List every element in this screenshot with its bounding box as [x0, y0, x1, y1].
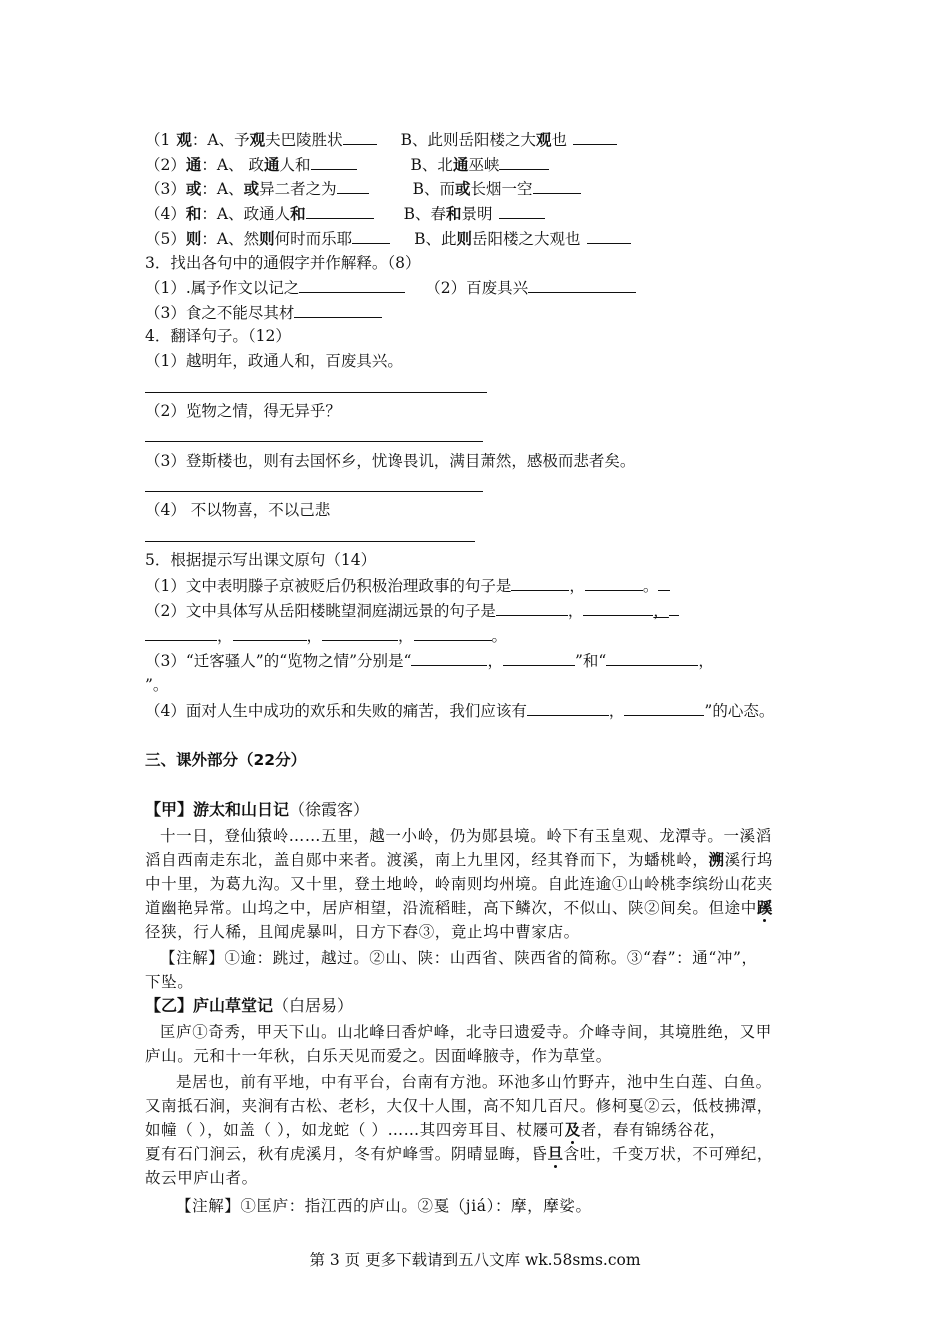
section-3-heading: 三、课外部分（22分） — [145, 751, 307, 769]
answer-blank[interactable] — [533, 178, 581, 194]
q5-item-2 — [145, 600, 679, 621]
jia-line-2-text: 滔自西南走东北，盖自郧中来者。渡溪，南上九里冈，经其脊而下，为蟠桃岭， — [145, 851, 709, 869]
option-b-rest: 巫峡 — [468, 156, 500, 174]
answer-blank[interactable] — [624, 700, 704, 716]
answer-blank[interactable] — [583, 600, 653, 616]
option-b-text: B、春 — [403, 205, 446, 223]
q2-row-1 — [145, 129, 617, 150]
comma: ， — [567, 602, 584, 620]
option-b-rest: 岳阳楼之大观也 — [472, 230, 581, 248]
answer-blank[interactable] — [322, 625, 398, 641]
item-number: （2） — [145, 156, 186, 174]
q5-item-4-text: （4）面对人生中成功的欢乐和失败的痛苦，我们应该有 — [145, 702, 527, 720]
comma: ， — [569, 577, 585, 595]
answer-blank[interactable] — [527, 700, 609, 716]
q2-row-3 — [145, 178, 581, 199]
key-word: 或 — [185, 179, 202, 198]
answer-blank[interactable] — [233, 625, 307, 641]
key-word: 观 — [176, 130, 192, 149]
q3-row-2 — [145, 302, 382, 323]
comma: ， — [487, 652, 503, 670]
q4-item-1: （1）越明年，政通人和，百废具兴。 — [145, 352, 403, 370]
jia-line-1: 十一日，登仙猿岭……五里，越一小岭，仍为郧县境。岭下有玉皇观、龙潭寺。一溪滔 — [160, 827, 772, 845]
jia-line-4 — [145, 896, 773, 920]
answer-blank[interactable] — [499, 154, 549, 170]
yi-line-6-text: 夏有石门涧云，秋有虎溪月，冬有炉峰雪。阴晴显晦，昏 — [145, 1145, 548, 1163]
yi-line-3: 是居也，前有平地，中有平台，台南有方池。环池多山竹野卉，池中生白莲、白鱼。 — [176, 1073, 772, 1091]
section-title — [145, 750, 306, 770]
bold-char: 溯 — [708, 850, 725, 869]
answer-blank[interactable] — [528, 277, 636, 293]
jia-note-2: 下坠。 — [145, 973, 194, 991]
comma: ， — [608, 702, 625, 720]
answer-blank[interactable] — [294, 302, 382, 318]
answer-blank[interactable] — [352, 228, 390, 244]
yi-line-5-text: 如幢（ ），如盖（ ），如龙蛇（ ）……其四旁耳目、杖屦可 — [145, 1121, 565, 1139]
q3-title: 3．找出各句中的通假字并作解释。（8） — [145, 254, 421, 272]
option-a-key: 通 — [264, 155, 280, 174]
q3-row-1 — [145, 277, 636, 298]
q4-title: 4．翻译句子。（12） — [145, 327, 291, 345]
q2-row-2 — [145, 154, 549, 175]
answer-line[interactable] — [145, 541, 475, 542]
q3-item-2: （2）百废具兴 — [425, 279, 529, 297]
option-a-key: 观 — [249, 130, 266, 149]
item-number: （3） — [145, 180, 186, 198]
option-a-key: 或 — [243, 179, 260, 198]
jia-line-4-text: 道幽艳异常。山坞之中，居庐相望，沿流稻畦，高下鳞次，不似山、陕②间矣。但途中 — [145, 899, 757, 917]
key-word: 则 — [185, 229, 202, 248]
comma: ， — [217, 627, 233, 645]
option-b-text: B、而 — [412, 180, 456, 198]
q5-item-4 — [145, 700, 774, 721]
item-number: （1 — [145, 131, 171, 149]
q2-row-4 — [145, 203, 545, 224]
passage-jia-author: （徐霞客） — [289, 800, 370, 819]
answer-blank[interactable] — [503, 650, 575, 666]
yi-line-4: 又南抵石涧，夹涧有古松、老杉，大仅十人围，高不知几百尺。修柯戛②云，低枝拂潭， — [145, 1097, 773, 1115]
answer-blank[interactable] — [606, 650, 698, 666]
q5-item-3-text: （3）“迁客骚人”的“览物之情”分别是“ — [145, 652, 412, 670]
passage-yi-author: （白居易） — [273, 996, 354, 1015]
option-a-rest: 夫巴陵胜状 — [265, 131, 343, 149]
item-number: （5） — [145, 230, 186, 248]
passage-jia-heading — [145, 800, 369, 820]
jia-line-3: 中十里，为葛九沟。又十里，登土地岭，岭南则均州境。自此连逾①山岭桃李缤纷山花夹 — [145, 875, 773, 893]
passage-jia-title: 【甲】游太和山日记 — [145, 800, 290, 819]
answer-line[interactable] — [145, 392, 487, 393]
q5-item-2-cont — [145, 625, 507, 646]
answer-blank[interactable] — [414, 625, 492, 641]
yi-line-7: 故云甲庐山者。 — [145, 1169, 258, 1187]
dotted-char: 旦 — [547, 1144, 564, 1163]
passage-yi-heading — [145, 996, 353, 1016]
q5-item-3 — [145, 650, 714, 671]
option-a-rest: 何时而乐耶 — [274, 230, 353, 248]
q5-item-1-text: （1）文中表明滕子京被贬后仍积极治理政事的句子是 — [145, 577, 512, 595]
answer-blank[interactable] — [499, 203, 545, 219]
yi-line-6 — [145, 1142, 773, 1166]
answer-blank[interactable] — [585, 575, 643, 591]
option-b-text: B、北 — [410, 156, 453, 174]
option-b-text: B、此 — [414, 230, 457, 248]
page-footer: 第 3 页 更多下载请到五八文库 wk.58sms.com — [309, 1251, 641, 1269]
option-a-key: 和 — [290, 204, 306, 223]
key-word: 通 — [185, 155, 202, 174]
option-b-text: B、此则岳阳楼之大 — [400, 131, 537, 149]
answer-blank[interactable] — [511, 575, 569, 591]
option-a-rest: 异二者之为 — [259, 180, 337, 198]
yi-line-5 — [145, 1118, 726, 1142]
key-word: 和 — [185, 204, 202, 223]
q3-item-3: （3）食之不能尽其材 — [145, 304, 295, 322]
q4-item-3: （3）登斯楼也，则有去国怀乡，忧谗畏讥，满目萧然，感极而悲者矣。 — [145, 452, 636, 470]
q4-item-4: （4） 不以物喜，不以己悲 — [145, 501, 331, 519]
q5-item-4-end: ”的心态。 — [704, 702, 775, 720]
answer-blank[interactable] — [299, 277, 405, 293]
jia-note-1: 【注解】①逾：跳过，越过。②山、陕：山西省、陕西省的简称。③“舂”：通“冲”， — [160, 949, 758, 967]
jia-line-2-rest: 溪行坞 — [724, 851, 773, 869]
answer-blank[interactable] — [343, 129, 377, 145]
option-a-text: ：A、 政 — [201, 156, 265, 174]
q5-item-3-mid: ”和“ — [575, 652, 607, 670]
jia-line-5: 径狭，行人稀，且闻虎暴叫，日方下舂③，竟止坞中曹家店。 — [145, 923, 580, 941]
option-a-rest: 人和 — [279, 156, 311, 174]
item-number: （4） — [145, 205, 186, 223]
option-a-key: 则 — [259, 229, 275, 248]
option-b-key: 和 — [446, 204, 462, 223]
answer-line[interactable] — [145, 491, 483, 492]
option-b-key: 观 — [536, 130, 552, 149]
comma: ， — [398, 627, 414, 645]
option-b-key: 则 — [456, 229, 473, 248]
q3-item-1: （1）.属予作文以记之 — [145, 279, 300, 297]
option-b-key: 或 — [455, 179, 471, 198]
answer-blank — [669, 600, 679, 616]
yi-note: 【注解】①匡庐：指江西的庐山。②戛（jiá）：摩，摩娑。 — [176, 1197, 592, 1215]
option-a-text: ：A、然 — [201, 230, 260, 248]
option-b-rest: 景明 — [461, 205, 493, 223]
period: 。 — [642, 577, 659, 595]
jia-line-2 — [145, 848, 773, 872]
answer-line[interactable] — [145, 441, 483, 442]
comma: ， — [698, 652, 714, 670]
answer-blank[interactable] — [337, 178, 369, 194]
answer-blank[interactable] — [306, 203, 374, 219]
q4-item-2: （2）览物之情，得无异乎？ — [145, 402, 341, 420]
answer-blank[interactable] — [573, 129, 617, 145]
answer-blank[interactable] — [411, 650, 487, 666]
dotted-char: 蹊 — [756, 898, 773, 917]
comma: ， — [306, 627, 323, 645]
option-b-rest: 也 — [551, 131, 568, 149]
yi-line-6-rest: 含吐，千变万状，不可殚纪， — [563, 1145, 773, 1163]
answer-blank[interactable] — [311, 154, 357, 170]
yi-line-5-rest: 者，春有锦绣谷花， — [580, 1121, 726, 1139]
q5-item-3-end: ”。 — [145, 676, 169, 694]
q5-item-1 — [145, 575, 670, 596]
yi-line-2: 庐山。元和十一年秋，白乐天见而爱之。因面峰腋寺，作为草堂。 — [145, 1047, 612, 1065]
q5-title: 5．根据提示写出课文原句（14） — [145, 551, 377, 569]
q2-row-5 — [145, 228, 631, 249]
answer-blank[interactable] — [145, 625, 217, 641]
dotted-char: 及 — [564, 1120, 581, 1139]
passage-yi-title: 【乙】庐山草堂记 — [145, 996, 274, 1015]
comma: ， — [653, 602, 669, 620]
answer-blank — [658, 575, 670, 591]
period: 。 — [491, 627, 508, 645]
q5-item-2-text: （2）文中具体写从岳阳楼眺望洞庭湖远景的句子是 — [145, 602, 496, 620]
option-a-text: ：A、予 — [191, 131, 250, 149]
option-a-text: ：A、政通人 — [201, 205, 291, 223]
answer-blank[interactable] — [496, 600, 568, 616]
answer-blank[interactable] — [587, 228, 631, 244]
option-b-key: 通 — [452, 155, 469, 174]
option-a-text: ：A、 — [201, 180, 244, 198]
option-b-rest: 长烟一空 — [470, 180, 533, 198]
yi-line-1: 匡庐①奇秀，甲天下山。山北峰曰香炉峰，北寺曰遗爱寺。介峰寺间，其境胜绝，又甲 — [160, 1023, 772, 1041]
